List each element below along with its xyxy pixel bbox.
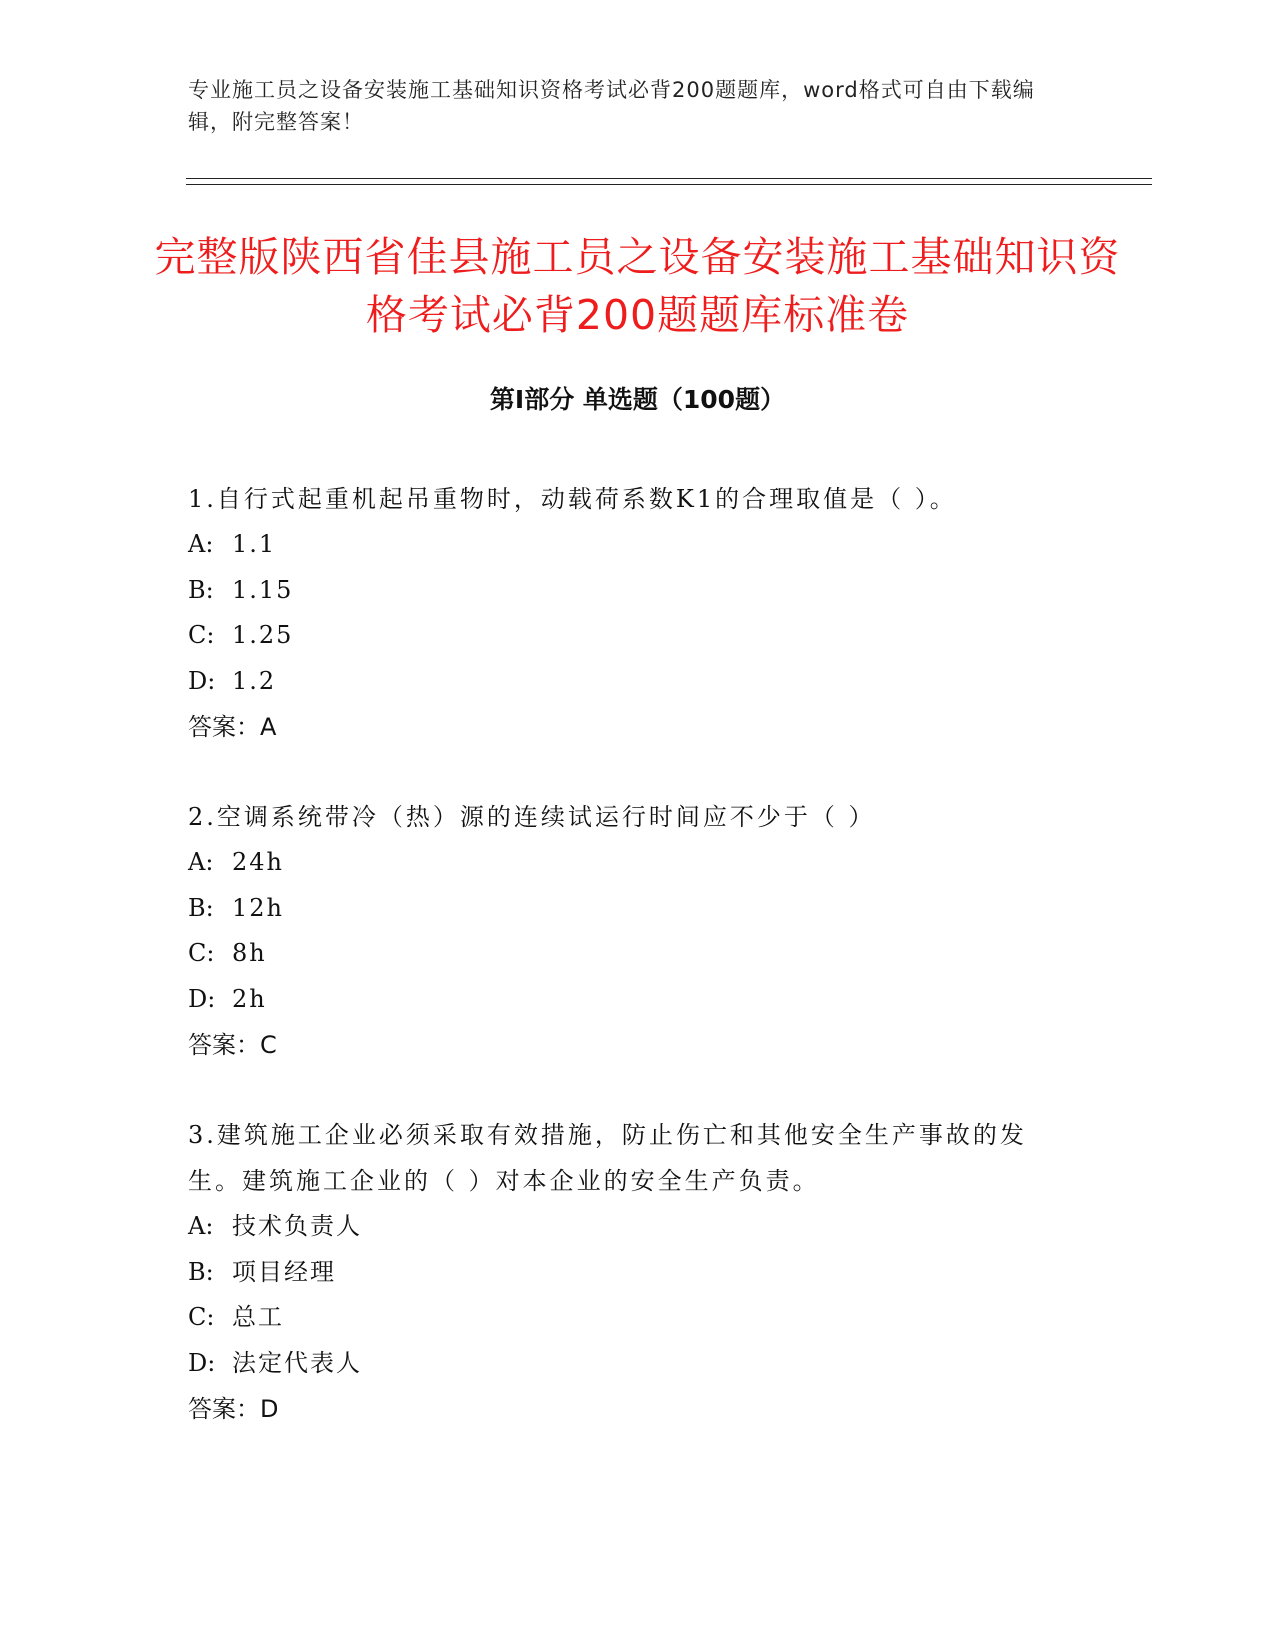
option-c <box>188 1295 1078 1341</box>
option-label: D: <box>188 666 216 695</box>
option-b <box>188 1250 1078 1296</box>
option-label: A: <box>188 848 214 876</box>
option-text: 项目经理 <box>232 1257 336 1286</box>
option-text: 技术负责人 <box>232 1212 362 1240</box>
question-stem: 3.建筑施工企业必须采取有效措施，防止伤亡和其他安全生产事故的发生。建筑施工企业的（ ）对本企业的安全生产负责。 <box>188 1121 1027 1195</box>
option-b <box>188 886 1078 932</box>
option-label: D: <box>188 1348 216 1377</box>
option-d <box>188 1341 1078 1387</box>
option-text: 12h <box>232 893 284 922</box>
option-text: 法定代表人 <box>232 1348 362 1377</box>
option-text: 8h <box>232 939 267 967</box>
option-text: 1.1 <box>232 530 277 558</box>
question-1 <box>188 476 1078 750</box>
option-label: B: <box>188 893 214 922</box>
option-label: B: <box>188 575 214 604</box>
header-divider-bottom <box>186 184 1152 185</box>
question-2 <box>188 794 1078 1068</box>
option-text: 1.2 <box>232 666 277 695</box>
answer: 答案：C <box>188 1031 277 1059</box>
option-a <box>188 1204 1078 1250</box>
option-a <box>188 522 1078 568</box>
option-c <box>188 613 1078 659</box>
option-text: 2h <box>232 984 267 1013</box>
option-label: A: <box>188 1212 214 1240</box>
option-text: 1.25 <box>232 621 294 649</box>
header-divider-top <box>186 178 1152 179</box>
option-d <box>188 977 1078 1023</box>
option-text: 24h <box>232 848 284 876</box>
option-b <box>188 568 1078 614</box>
option-label: A: <box>188 530 214 558</box>
option-d <box>188 659 1078 705</box>
option-a <box>188 840 1078 886</box>
document-title: 完整版陕西省佳县施工员之设备安装施工基础知识资格考试必背200题题库标准卷 <box>154 233 1121 339</box>
section-heading: 第Ⅰ部分 单选题（100题） <box>489 385 786 414</box>
answer: 答案：D <box>188 1395 279 1423</box>
question-stem: 2.空调系统带冷（热）源的连续试运行时间应不少于（ ） <box>188 803 876 831</box>
option-text: 总工 <box>232 1303 284 1331</box>
option-label: D: <box>188 984 216 1013</box>
option-label: C: <box>188 1303 215 1331</box>
option-label: C: <box>188 939 215 967</box>
answer: 答案：A <box>188 713 277 741</box>
option-c <box>188 931 1078 977</box>
question-stem: 1.自行式起重机起吊重物时，动载荷系数K1的合理取值是（ ）。 <box>188 485 957 513</box>
option-text: 1.15 <box>232 575 294 604</box>
option-label: B: <box>188 1257 214 1286</box>
option-label: C: <box>188 621 215 649</box>
header-note: 专业施工员之设备安装施工基础知识资格考试必背200题题库，word格式可自由下载编辑，附完整答案！ <box>188 78 1035 134</box>
question-3 <box>188 1112 1078 1432</box>
